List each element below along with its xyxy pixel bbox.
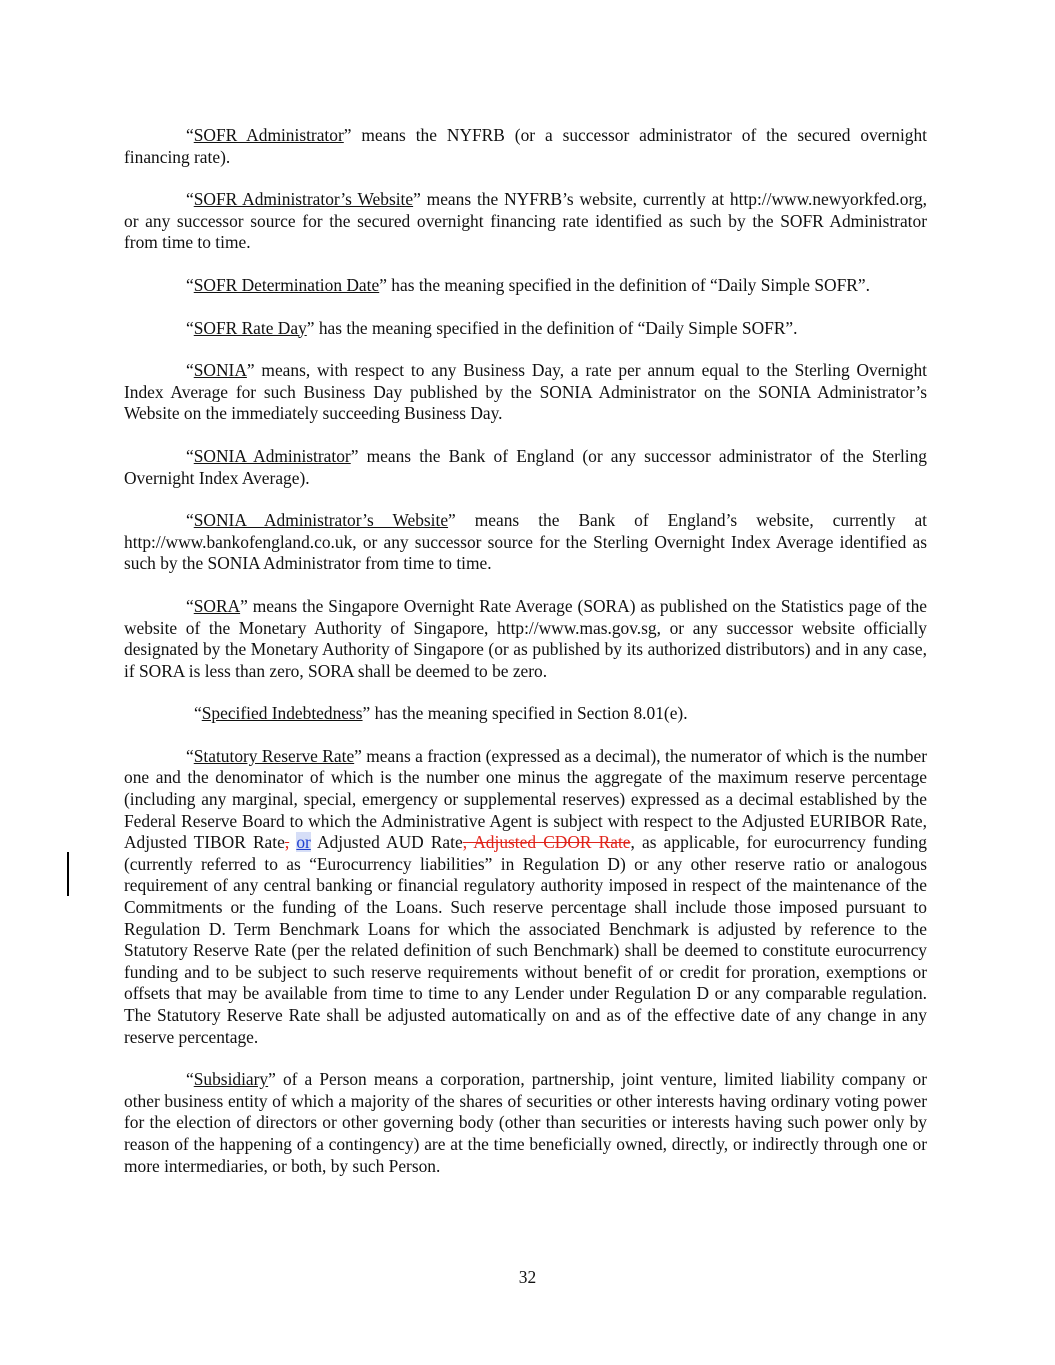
definition-text: ” means the Bank of England (or any successor administrator of the Sterling Overnight Index Average). (124, 445, 927, 488)
open-quote: “ (194, 703, 202, 724)
definition-statutory-reserve-rate (124, 746, 927, 1048)
definition-text: ” has the meaning specified in Section 8.01(e). (362, 703, 688, 724)
definition-text: ” has the meaning specified in the definition of “Daily Simple SOFR”. (379, 274, 870, 295)
definition-text: ” means, with respect to any Business Day, a rate per annum equal to the Sterling Overnight Index Average for such Business Day published by the SONIA Administrator on the SONIA Administrator’s Website on the immediately succeeding Business Day. (124, 360, 927, 424)
inserted-text: or (296, 832, 311, 853)
definition-sofr-administrator (124, 125, 927, 168)
definition-sofr-administrators-website (124, 189, 927, 254)
defined-term: SONIA (193, 360, 247, 381)
definition-text: , as applicable, for eurocurrency funding (currently referred to as “Eurocurrency liabilities” in Regulation D) or any other reserve ratio or analogous requirement of any central banking or financial regulatory authority imposed in respect of the maintenance of the Commitments or the funding of the Loans. Such reserve percentage shall include those imposed pursuant to Regulation D. Term Benchmark Loans for which the associated Benchmark is adjusted by reference to the Statutory Reserve Rate (per the related definition of such Benchmark) shall be deemed to constitute eurocurrency funding and to be subject to such reserve requirements without benefit of or credit for proration, exemptions or offsets that may be available from time to time to any Lender under Regulation D or any comparable regulation. The Statutory Reserve Rate shall be adjusted automatically on and as of the effective date of any change in any reserve percentage. (124, 832, 928, 1047)
definition-sofr-determination-date (124, 275, 927, 297)
defined-term: SOFR Rate Day (193, 317, 307, 338)
deleted-text: , Adjusted CDOR Rate (462, 832, 631, 853)
definition-sonia-administrator (124, 446, 927, 489)
definition-text: ” means the Bank of England’s website, currently at http://www.bankofengland.co.uk, or any successor source for the Sterling Overnight Index Average identified as such by the SONIA Administrator from time to time. (124, 510, 927, 574)
definition-sonia (124, 360, 927, 425)
defined-term: SOFR Determination Date (193, 274, 380, 295)
defined-term: SONIA Administrator’s Website (193, 510, 449, 531)
defined-term: SORA (193, 595, 241, 616)
page-number: 32 (518, 1267, 537, 1287)
defined-term: Subsidiary (193, 1069, 269, 1090)
open-quote: “ (186, 360, 194, 381)
definition-text: ” means the Singapore Overnight Rate Average (SORA) as published on the Statistics page of the website of the Monetary Authority of Singapore, http://www.mas.gov.sg, or any successor website officially designated by the Monetary Authority of Singapore (or as published by its authorized distributors) and in any case, if SORA is less than zero, SORA shall be deemed to be zero. (124, 595, 927, 681)
open-quote: “ (186, 274, 194, 295)
definition-text: ” means the NYFRB (or a successor administrator of the secured overnight financing rate). (124, 125, 927, 167)
definition-text: ” means a fraction (expressed as a decimal), the numerator of which is the number one and the denominator of which is the number one minus the aggregate of the maximum reserve percentage (including any marginal, special, emergency or supplemental reserves) expressed as a decimal established by the Federal Reserve Board to which the Administrative Agent is subject with respect to the Adjusted EURIBOR Rate, Adjusted TIBOR Rate (124, 745, 928, 853)
definition-subsidiary (124, 1069, 927, 1177)
open-quote: “ (186, 445, 194, 466)
definition-sonia-administrators-website (124, 510, 927, 575)
definition-sora (124, 596, 927, 682)
open-quote: “ (186, 125, 194, 145)
open-quote: “ (186, 595, 194, 616)
open-quote: “ (186, 317, 194, 338)
defined-term: Specified Indebtedness (201, 703, 363, 724)
definition-text: Adjusted AUD Rate (310, 832, 463, 853)
definition-text: ” means the NYFRB’s website, currently at http://www.newyorkfed.org, or any successor source for the secured overnight financing rate identified as such by the SOFR Administrator from time to time. (124, 189, 927, 253)
definition-text: ” of a Person means a corporation, partnership, joint venture, limited liability company or other business entity of which a majority of the shares of securities or other interests having ordinary voting power for the election of directors or other governing body (other than securities or interests having such power only by reason of the happening of a contingency) are at the time beneficially owned, directly, or indirectly through one or more intermediaries, or both, by such Person. (124, 1069, 927, 1176)
open-quote: “ (186, 1069, 194, 1090)
defined-term: SOFR Administrator (193, 125, 344, 145)
open-quote: “ (186, 510, 194, 531)
definition-text: ” has the meaning specified in the definition of “Daily Simple SOFR”. (306, 317, 798, 338)
defined-term: SOFR Administrator’s Website (193, 189, 414, 210)
deleted-text: , (284, 832, 290, 853)
revision-change-bar (67, 852, 69, 896)
defined-term: SONIA Administrator (193, 445, 351, 466)
defined-term: Statutory Reserve Rate (193, 745, 355, 766)
open-quote: “ (186, 745, 194, 766)
definition-sofr-rate-day (124, 318, 927, 340)
definition-specified-indebtedness (124, 703, 927, 725)
document-page (124, 125, 927, 1198)
open-quote: “ (186, 189, 194, 210)
